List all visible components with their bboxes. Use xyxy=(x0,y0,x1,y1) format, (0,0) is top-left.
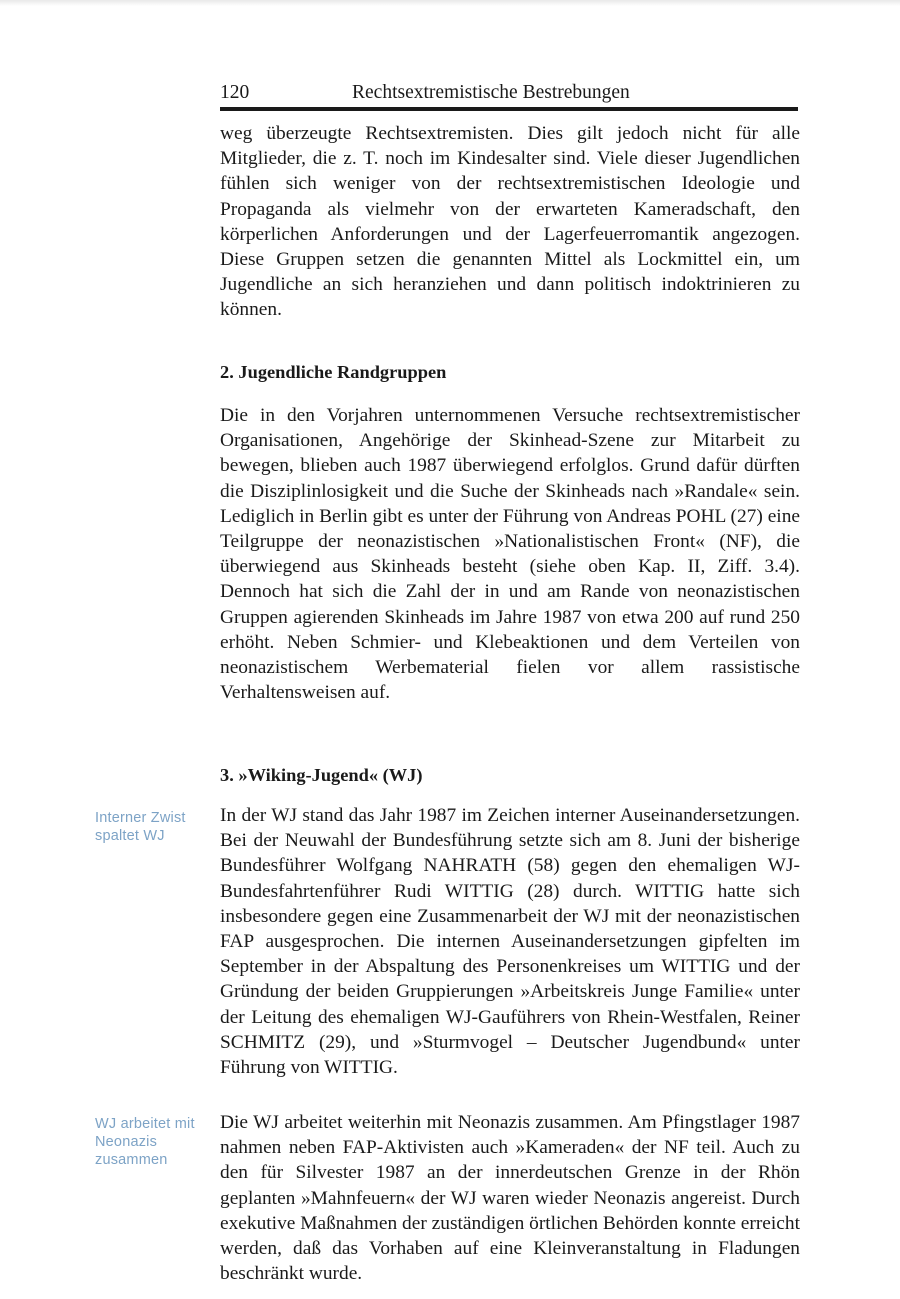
page-header xyxy=(220,80,798,106)
header-rule xyxy=(220,107,798,111)
margin-note-neonazis: WJ arbeitet mit Neonazis zusammen xyxy=(95,1116,195,1168)
randgruppen-paragraph: Die in den Vorjahren unternommenen Versuche rechtsextremistischer Organisationen, Angehörige der Skinhead-Szene zur Mitarbeit zu bewegen, blieben auch 1987 überwiegend erfolglos. Grund dafür dürften die Disziplinlosigkeit und die Suche der Skinheads nach »Randale« sein. Lediglich in Berlin gibt es unter der Führung von Andreas POHL (27) eine Teilgruppe der neonazistischen »Nationalistischen Front« (NF), die überwiegend aus Skinheads besteht (siehe oben Kap. II, Ziff. 3.4). Dennoch hat sich die Zahl der in und am Rande von neonazistischen Gruppen agierenden Skinheads im Jahre 1987 von etwa 200 auf rund 250 erhöht. Neben Schmier- und Klebeaktionen und dem Verteilen von neonazistischem Werbematerial fielen vor allem rassistische Verhaltensweisen auf. xyxy=(220,405,800,704)
page-top-edge xyxy=(0,0,900,6)
margin-note-interner-zwist: Interner Zwist spaltet WJ xyxy=(95,810,186,844)
section-heading-randgruppen: 2. Jugendliche Randgruppen xyxy=(220,362,447,382)
intro-paragraph: weg überzeugte Rechtsextremisten. Dies gilt jedoch nicht für alle Mitglieder, die z. T. noch im Kindesalter sind. Viele dieser Jugendlichen fühlen sich weniger von der rechtsextremistischen Ideologie und Propaganda als vielmehr von der erwarteten Kameradschaft, den körperlichen Anforderungen und der Lagerfeuerromantik angezogen. Diese Gruppen setzen die genannten Mittel als Lockmittel ein, um Jugendliche an sich heranziehen und dann politisch indoktrinieren zu können. xyxy=(220,123,800,321)
page-number: 120 xyxy=(220,82,250,103)
wj-paragraph-1: In der WJ stand das Jahr 1987 im Zeichen interner Auseinandersetzungen. Bei der Neuwahl der Bundesführung setzte sich am 8. Juni der bisherige Bundesführer Wolfgang NAHRATH (58) gegen den ehemaligen WJ-Bundesfahrtenführer Rudi WITTIG (28) durch. WITTIG hatte sich insbesondere gegen eine Zusammenarbeit der WJ mit der neonazistischen FAP ausgesprochen. Die internen Auseinandersetzungen gipfelten im September in der Abspaltung des Personenkreises um WITTIG und der Gründung der beiden Gruppierungen »Arbeitskreis Junge Familie« unter der Leitung des ehemaligen WJ-Gauführers von Rhein-Westfalen, Reiner SCHMITZ (29), und »Sturmvogel – Deutscher Jugendbund« unter Führung von WITTIG. xyxy=(220,805,800,1079)
running-title: Rechtsextremistische Bestrebungen xyxy=(352,82,630,103)
section-heading-wiking-jugend: 3. »Wiking-Jugend« (WJ) xyxy=(220,765,423,785)
wj-paragraph-2: Die WJ arbeitet weiterhin mit Neonazis zusammen. Am Pfingstlager 1987 nahmen neben FAP-Aktivisten auch »Kameraden« der NF teil. Auch zu den für Silvester 1987 an der innerdeutschen Grenze in der Rhön geplanten »Mahnfeuern« der WJ waren wieder Neonazis angereist. Durch exekutive Maßnahmen der zuständigen örtlichen Behörden konnte erreicht werden, daß das Vorhaben auf eine Kleinveranstaltung in Fladungen beschränkt wurde. xyxy=(220,1112,800,1285)
